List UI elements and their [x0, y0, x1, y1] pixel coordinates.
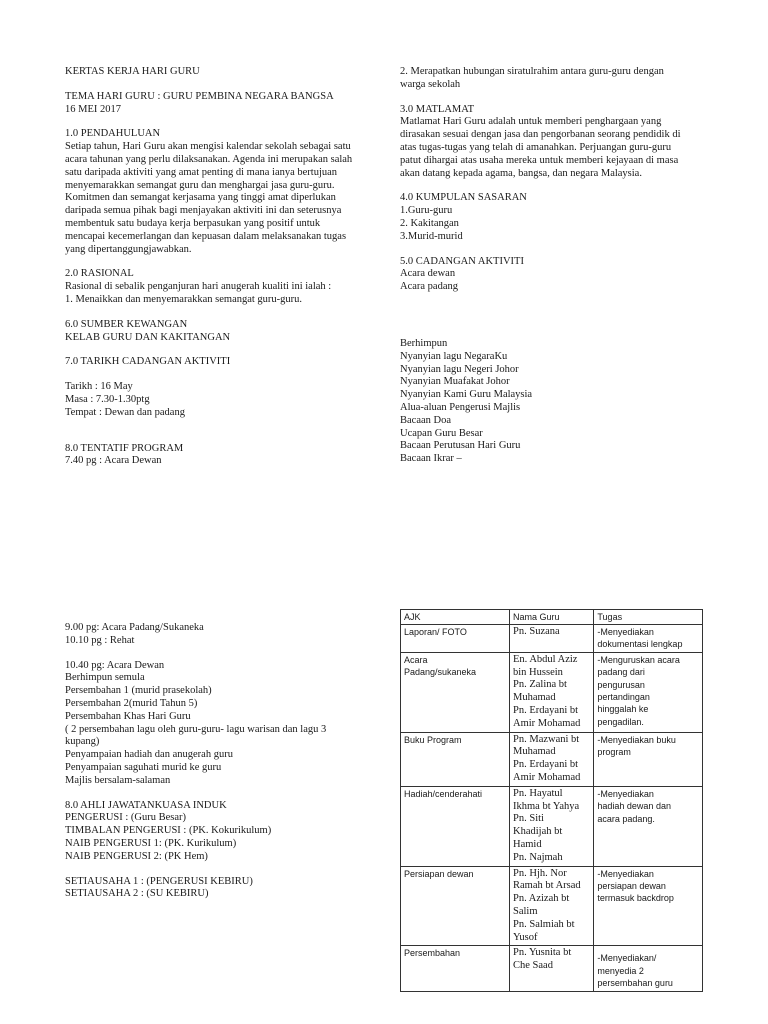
- table-row: [401, 946, 703, 991]
- teacher-name: En. Abdul Aziz: [513, 653, 578, 665]
- paragraph-line: daripada semua pihak bagi menjayakan aktiviti ini dan seterusnya: [65, 205, 342, 217]
- agenda-item: Alua-aluan Pengerusi Majlis: [400, 401, 521, 413]
- event-date: 16 MEI 2017: [65, 103, 121, 115]
- paragraph-line: akan datang kepada agama, bangsa, dan negara Malaysia.: [400, 167, 642, 179]
- list-item: 2. Kakitangan: [400, 217, 459, 229]
- teacher-name: Pn. Salmiah bt: [513, 918, 575, 930]
- names-cell: [510, 786, 594, 866]
- tugas-line: pengadilan.: [597, 716, 644, 727]
- teacher-name: bin Hussein: [513, 666, 563, 678]
- teacher-name: Pn. Erdayani bt: [513, 759, 579, 771]
- agenda-item: Nyanyian Kami Guru Malaysia: [400, 389, 533, 401]
- paragraph-line: membentuk satu budaya kerja berpasukan yang positif untuk: [65, 217, 321, 229]
- section-heading-kumpulan-sasaran: 4.0 KUMPULAN SASARAN: [400, 192, 527, 204]
- tugas-line: -Menyediakan: [597, 788, 654, 799]
- names-cell: [510, 946, 594, 991]
- paragraph-line: 2. Merapatkan hubungan siratulrahim antara guru-guru dengan: [400, 66, 664, 77]
- masa-line: Masa : 7.30-1.30ptg: [65, 393, 150, 405]
- tentatif-line: 10.40 pg: Acara Dewan: [65, 659, 165, 671]
- tentatif-line: kupang): [65, 736, 100, 748]
- paragraph-line: 1. Menaikkan dan menyemarakkan semangat guru-guru.: [65, 293, 303, 305]
- section-heading-pendahuluan: 1.0 PENDAHULUAN: [65, 128, 161, 140]
- section-heading-matlamat: 3.0 MATLAMAT: [400, 103, 475, 115]
- paragraph-line: atas tugas-tugas yang telah di amanahkan. Perjuangan guru-guru: [400, 141, 672, 153]
- paragraph-line: patut dihargai atas usaha mereka untuk memberi kejayaan di masa: [400, 154, 679, 166]
- tugas-line: menyedia 2: [597, 965, 644, 976]
- agenda-item: Bacaan Ikrar –: [400, 453, 462, 465]
- right-column-top: [400, 66, 708, 466]
- tugas-line: pertandingan: [597, 692, 650, 703]
- tugas-line: program: [597, 747, 631, 757]
- teacher-name: Hamid: [513, 838, 542, 850]
- teacher-name: Pn. Najmah: [513, 851, 563, 863]
- ajk-cell: Buku Program: [401, 732, 510, 786]
- tentatif-line: Berhimpun semula: [65, 672, 145, 684]
- tugas-line: -Menyediakan buku: [597, 734, 676, 745]
- paragraph-line: dirasakan sesuai dengan jasa dan pengorbanan seorang pendidik di: [400, 129, 681, 141]
- tugas-line: -Menyediakan: [597, 868, 654, 879]
- tentatif-line: ( 2 persembahan lagu oleh guru-guru- lagu warisan dan lagu 3: [65, 723, 327, 735]
- section-heading-tarikh: 7.0 TARIKH CADANGAN AKTIVITI: [65, 356, 231, 368]
- ajk-table: [400, 609, 703, 992]
- teacher-name: Khadijah bt: [513, 826, 563, 838]
- teacher-name: Pn. Siti: [513, 813, 544, 825]
- teacher-name: Pn. Mazwani bt: [513, 733, 580, 745]
- tentatif-line: Persembahan 1 (murid prasekolah): [65, 685, 212, 697]
- tentatif-line: Persembahan 2(murid Tahun 5): [65, 697, 198, 709]
- teacher-name: Ikhma bt Yahya: [513, 800, 580, 812]
- ajk-cell: Acara Padang/sukaneka: [401, 652, 510, 732]
- paragraph-line: KELAB GURU DAN KAKITANGAN: [65, 331, 231, 343]
- tugas-line: persiapan dewan: [597, 880, 666, 891]
- agenda-item: Bacaan Perutusan Hari Guru: [400, 440, 521, 452]
- teacher-name: Yusof: [513, 931, 538, 943]
- paragraph-line: warga sekolah: [400, 78, 461, 90]
- teacher-name: Muhamad: [513, 692, 556, 704]
- table-row: [401, 625, 703, 653]
- paragraph-line: Rasional di sebalik penganjuran hari anugerah kualiti ini ialah :: [65, 281, 332, 293]
- paragraph-line: acara tahunan yang perlu dilaksanakan. Agenda ini merupakan salah: [65, 153, 353, 165]
- ajk-cell: Persiapan dewan: [401, 866, 510, 946]
- ajk-line: NAIB PENGERUSI 2: (PK Hem): [65, 850, 208, 862]
- table-row: [401, 866, 703, 946]
- ajk-line: NAIB PENGERUSI 1: (PK. Kurikulum): [65, 837, 237, 849]
- document-title: KERTAS KERJA HARI GURU: [65, 66, 200, 77]
- section-heading-rasional: 2.0 RASIONAL: [65, 268, 134, 280]
- tentatif-line: 9.00 pg: Acara Padang/Sukaneka: [65, 622, 204, 633]
- tugas-cell: [594, 732, 703, 786]
- teacher-name: Salim: [513, 905, 538, 917]
- theme-line: TEMA HARI GURU : GURU PEMBINA NEGARA BANGSA: [65, 90, 334, 102]
- header-nama-guru: Nama Guru: [510, 610, 594, 625]
- setiausaha-line: SETIAUSAHA 1 : (PENGERUSI KEBIRU): [65, 875, 253, 887]
- tentatif-line: 7.40 pg : Acara Dewan: [65, 455, 162, 467]
- teacher-name: Pn. Hayatul: [513, 787, 563, 799]
- tentatif-line: Penyampaian saguhati murid ke guru: [65, 761, 222, 773]
- table-row: [401, 652, 703, 732]
- tugas-cell: [594, 786, 703, 866]
- teacher-name: Pn. Azizah bt: [513, 893, 570, 905]
- table-header-row: [401, 610, 703, 625]
- list-item: Acara padang: [400, 281, 459, 293]
- paragraph-line: yang dipertanggungjawabkan.: [65, 243, 192, 255]
- tugas-line: -Menyediakan/: [597, 953, 657, 964]
- teacher-name: Pn. Zalina bt: [513, 679, 567, 691]
- tugas-cell: [594, 652, 703, 732]
- paragraph-line: Matlamat Hari Guru adalah untuk memberi penghargaan yang: [400, 116, 662, 128]
- tugas-line: persembahan guru: [597, 978, 673, 989]
- section-heading-ajk-induk: 8.0 AHLI JAWATANKUASA INDUK: [65, 799, 227, 811]
- tugas-line: hadiah dewan dan: [597, 801, 671, 812]
- list-item: Acara dewan: [400, 268, 456, 280]
- teacher-name: Che Saad: [513, 960, 553, 972]
- names-cell: [510, 732, 594, 786]
- agenda-item: Nyanyian lagu NegaraKu: [400, 350, 508, 362]
- list-item: 3.Murid-murid: [400, 230, 463, 242]
- tempat-line: Tempat : Dewan dan padang: [65, 406, 185, 418]
- tugas-line: pengurusan: [597, 679, 645, 690]
- tentatif-line: Majlis bersalam-salaman: [65, 774, 171, 786]
- tugas-line: hinggalah ke: [597, 704, 649, 715]
- ajk-line: PENGERUSI : (Guru Besar): [65, 812, 187, 824]
- paragraph-line: Komitmen dan semangat kerjasama yang tinggi amat diperlukan: [65, 192, 336, 204]
- tugas-line: -Menyediakan: [597, 627, 654, 637]
- paragraph-line: Setiap tahun, Hari Guru akan mengisi kalendar sekolah sebagai satu: [65, 141, 351, 153]
- section-heading-cadangan-aktiviti: 5.0 CADANGAN AKTIVITI: [400, 255, 524, 267]
- teacher-name: Pn. Erdayani bt: [513, 705, 579, 716]
- tarikh-line: Tarikh : 16 May: [65, 381, 133, 393]
- tentatif-line: Persembahan Khas Hari Guru: [65, 710, 191, 722]
- tentatif-line: 10.10 pg : Rehat: [65, 634, 135, 646]
- list-item: 1.Guru-guru: [400, 205, 453, 217]
- teacher-name: Pn. Yusnita bt: [513, 947, 572, 959]
- teacher-name: Pn. Hjh. Nor: [513, 867, 567, 879]
- teacher-name: Amir Mohamad: [513, 771, 581, 783]
- left-column-top: [65, 66, 375, 468]
- tugas-cell: [594, 866, 703, 946]
- tugas-cell: [594, 946, 703, 991]
- tugas-cell: [594, 625, 703, 653]
- agenda-item: Bacaan Doa: [400, 414, 452, 426]
- teacher-name: Muhamad: [513, 746, 556, 758]
- tugas-line: acara padang.: [597, 813, 655, 824]
- paragraph-line: mencapai kecemerlangan dan kepuasan dalam melaksanakan tugas: [65, 230, 347, 242]
- tugas-line: -Menguruskan acara: [597, 654, 680, 665]
- tugas-line: dokumentasi lengkap: [597, 639, 683, 650]
- ajk-cell: Persembahan: [401, 946, 510, 991]
- teacher-name: Ramah bt Arsad: [513, 880, 581, 892]
- ajk-cell: Hadiah/cenderahati: [401, 786, 510, 866]
- tugas-line: padang dari: [597, 667, 645, 678]
- teacher-name: Amir Mohamad: [513, 717, 581, 729]
- section-heading-tentatif: 8.0 TENTATIF PROGRAM: [65, 442, 184, 454]
- setiausaha-line: SETIAUSAHA 2 : (SU KEBIRU): [65, 888, 209, 900]
- tentatif-line: Penyampaian hadiah dan anugerah guru: [65, 749, 233, 761]
- table-row: [401, 786, 703, 866]
- paragraph-line: menyemarakkan semangat guru dan menghargai jasa guru-guru.: [65, 179, 335, 191]
- left-column-bottom: [65, 622, 375, 901]
- tugas-line: termasuk backdrop: [597, 893, 674, 904]
- table-row: [401, 732, 703, 786]
- agenda-item: Nyanyian Muafakat Johor: [400, 376, 510, 388]
- names-cell: [510, 866, 594, 946]
- agenda-item: Berhimpun: [400, 337, 448, 349]
- agenda-item: Ucapan Guru Besar: [400, 427, 483, 439]
- section-heading-sumber-kewangan: 6.0 SUMBER KEWANGAN: [65, 318, 188, 330]
- names-cell: [510, 652, 594, 732]
- teacher-name: Pn. Suzana: [513, 626, 560, 637]
- agenda-item: Nyanyian lagu Negeri Johor: [400, 363, 519, 375]
- ajk-cell: Laporan/ FOTO: [401, 625, 510, 653]
- paragraph-line: satu daripada aktiviti yang amat penting di mana ianya bertujuan: [65, 166, 338, 178]
- names-cell: [510, 625, 594, 653]
- header-tugas: Tugas: [594, 610, 703, 625]
- ajk-line: TIMBALAN PENGERUSI : (PK. Kokurikulum): [65, 825, 272, 837]
- header-ajk: AJK: [401, 610, 510, 625]
